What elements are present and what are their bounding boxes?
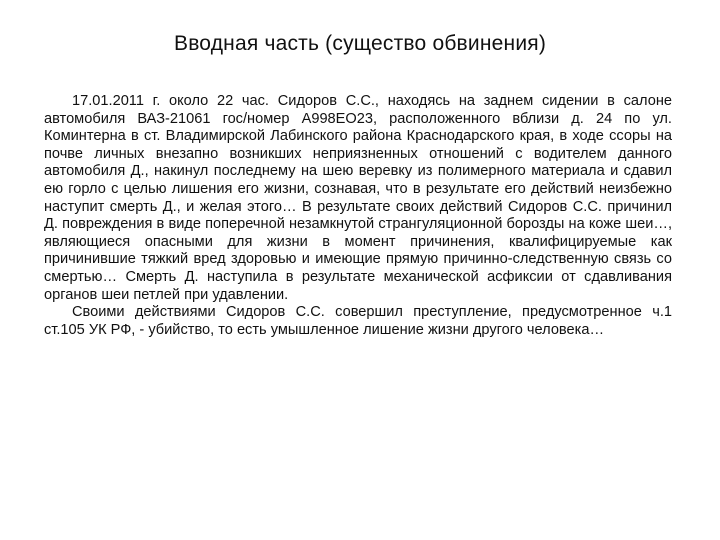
paragraph-facts: 17.01.2011 г. около 22 час. Сидоров С.С., находясь на заднем сидении в салоне автомобиля ВАЗ-21061 гос/номер А998ЕО23, расположенного вблизи д. 24 по ул. Коминтерна в ст. Владимирской Лабинского района Краснодарского края, в ходе ссоры на почве личных внезапно возникших неприязненных отношений с водителем данного автомобиля Д., накинул последнему на шею веревку из полимерного материала и сдавил ею горло с целью лишения его жизни, сознавая, что в результате его действий неизбежно наступит смерть Д., и желая этого… В результате своих действий Сидоров С.С. причинил Д. повреждения в виде поперечной незамкнутой странгуляционной борозды на коже шеи…, являющиеся опасными для жизни в момент причинения, квалифицируемые как причинившие тяжкий вред здоровью и имеющие прямую причинно-следственную связь со смертью… Смерть Д. наступила в результате механической асфиксии от сдавливания органов шеи петлей при удавлении.: [44, 93, 672, 303]
slide-title: Вводная часть (существо обвинения): [173, 32, 547, 55]
paragraph-qualification: Своими действиями Сидоров С.С. совершил преступление, предусмотренное ч.1 ст.105 УК РФ, - убийство, то есть умышленное лишение жизни другого человека…: [44, 304, 672, 338]
slide-body: [44, 93, 672, 339]
